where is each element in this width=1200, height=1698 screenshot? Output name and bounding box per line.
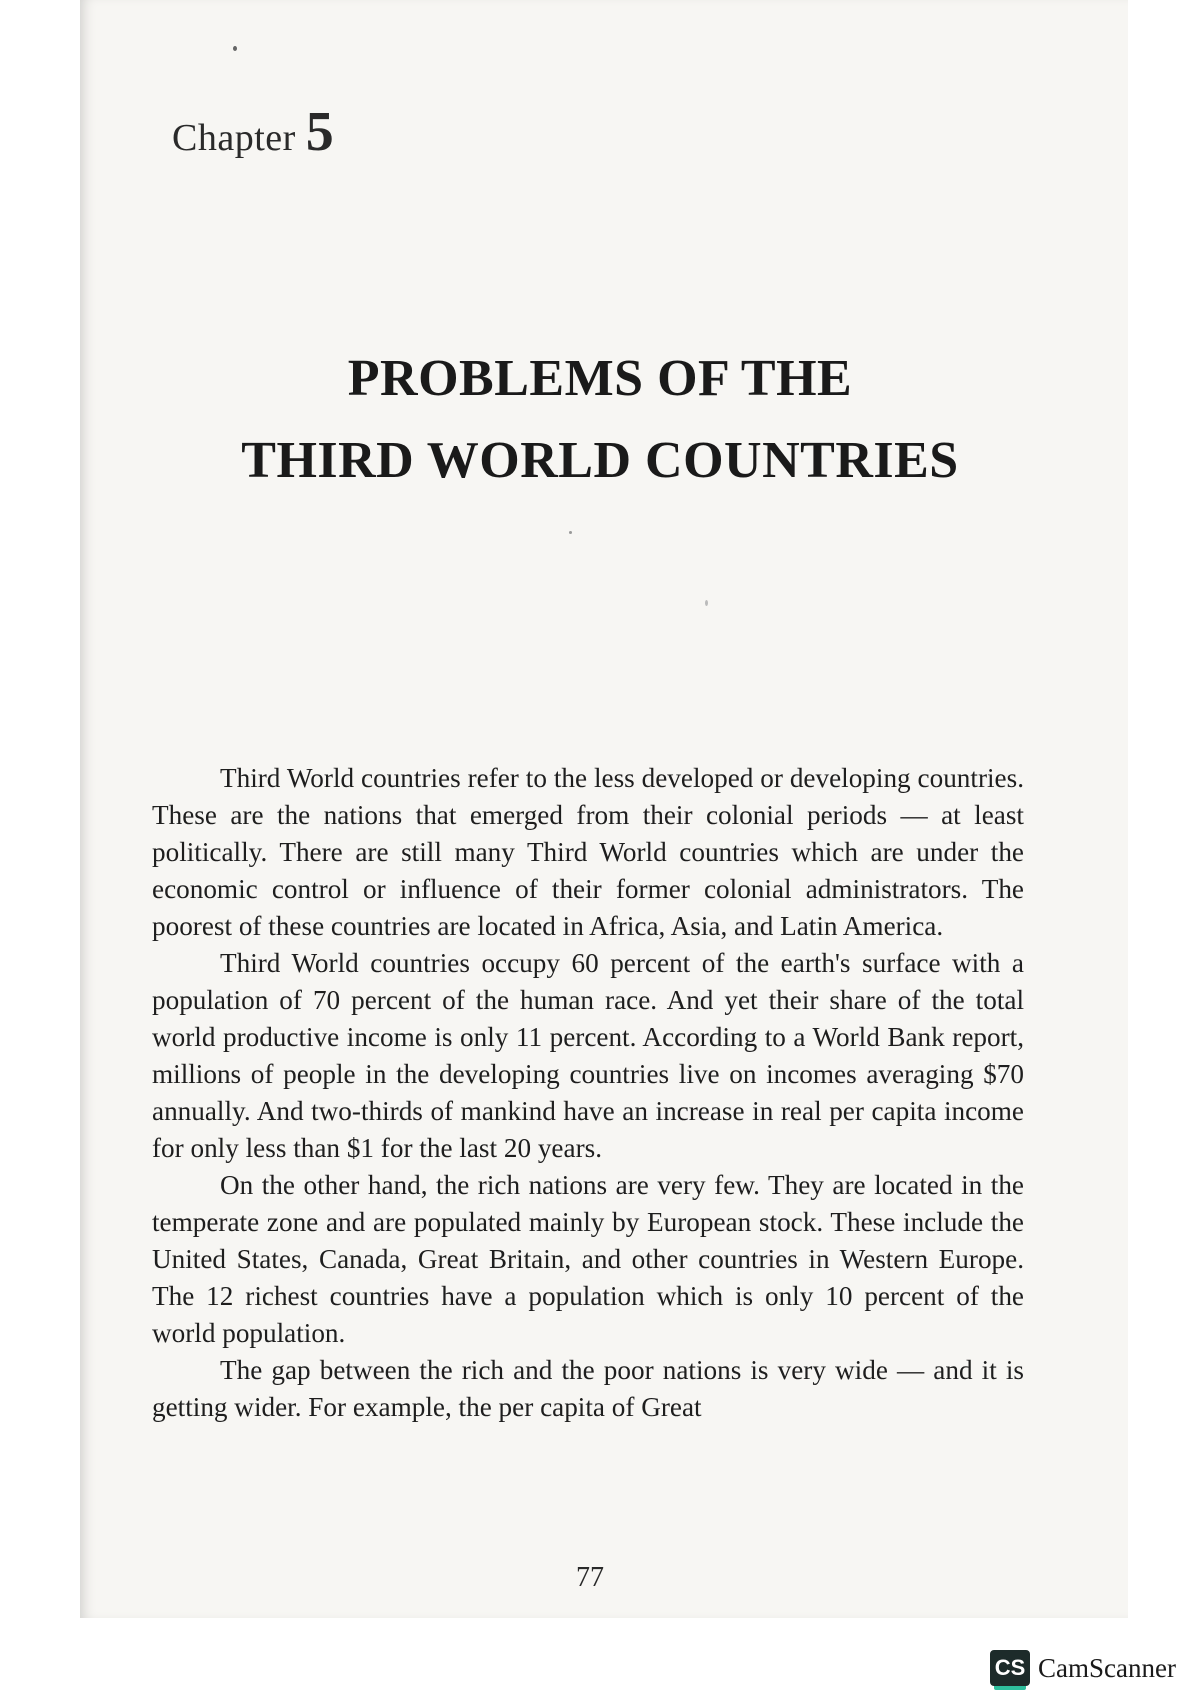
scan-speck (705, 600, 708, 606)
paragraph: The gap between the rich and the poor nations is very wide — and it is getting wider. For example, the per capita of Great (152, 1355, 1024, 1422)
chapter-heading (172, 100, 334, 164)
scan-speck (569, 531, 572, 534)
chapter-title (150, 338, 1050, 502)
chapter-title-line-1: PROBLEMS OF THE (347, 350, 853, 407)
camscanner-watermark (990, 1648, 1176, 1688)
chapter-label: Chapter (172, 117, 296, 159)
body-text (152, 760, 1024, 1426)
chapter-title-line-2: THIRD WORLD COUNTRIES (241, 432, 959, 489)
scan-speck (233, 46, 237, 51)
page-number: 77 (576, 1562, 604, 1593)
chapter-number: 5 (305, 101, 334, 163)
paragraph: Third World countries occupy 60 percent of the earth's surface with a population of 70 percent of the human race. And yet their share of the total world productive income is only 11 percent. According to a World Bank report, millions of people in the developing countries live on incomes averaging $70 annually. And two-thirds of mankind have an increase in real per capita income for only less than $1 for the last 20 years. (152, 948, 1024, 1163)
paragraph: On the other hand, the rich nations are very few. They are located in the temperate zone and are populated mainly by European stock. These include the United States, Canada, Great Britain, and other countries in Western Europe. The 12 richest countries have a population which is only 10 percent of the world population. (152, 1170, 1024, 1348)
paragraph: Third World countries refer to the less developed or developing countries. These are the nations that emerged from their colonial periods — at least politically. There are still many Third World countries which are under the economic control or influence of their former colonial administrators. The poorest of these countries are located in Africa, Asia, and Latin America. (152, 763, 1024, 941)
camscanner-logo-icon: CS (990, 1650, 1030, 1686)
camscanner-app-name: CamScanner (1038, 1652, 1176, 1683)
